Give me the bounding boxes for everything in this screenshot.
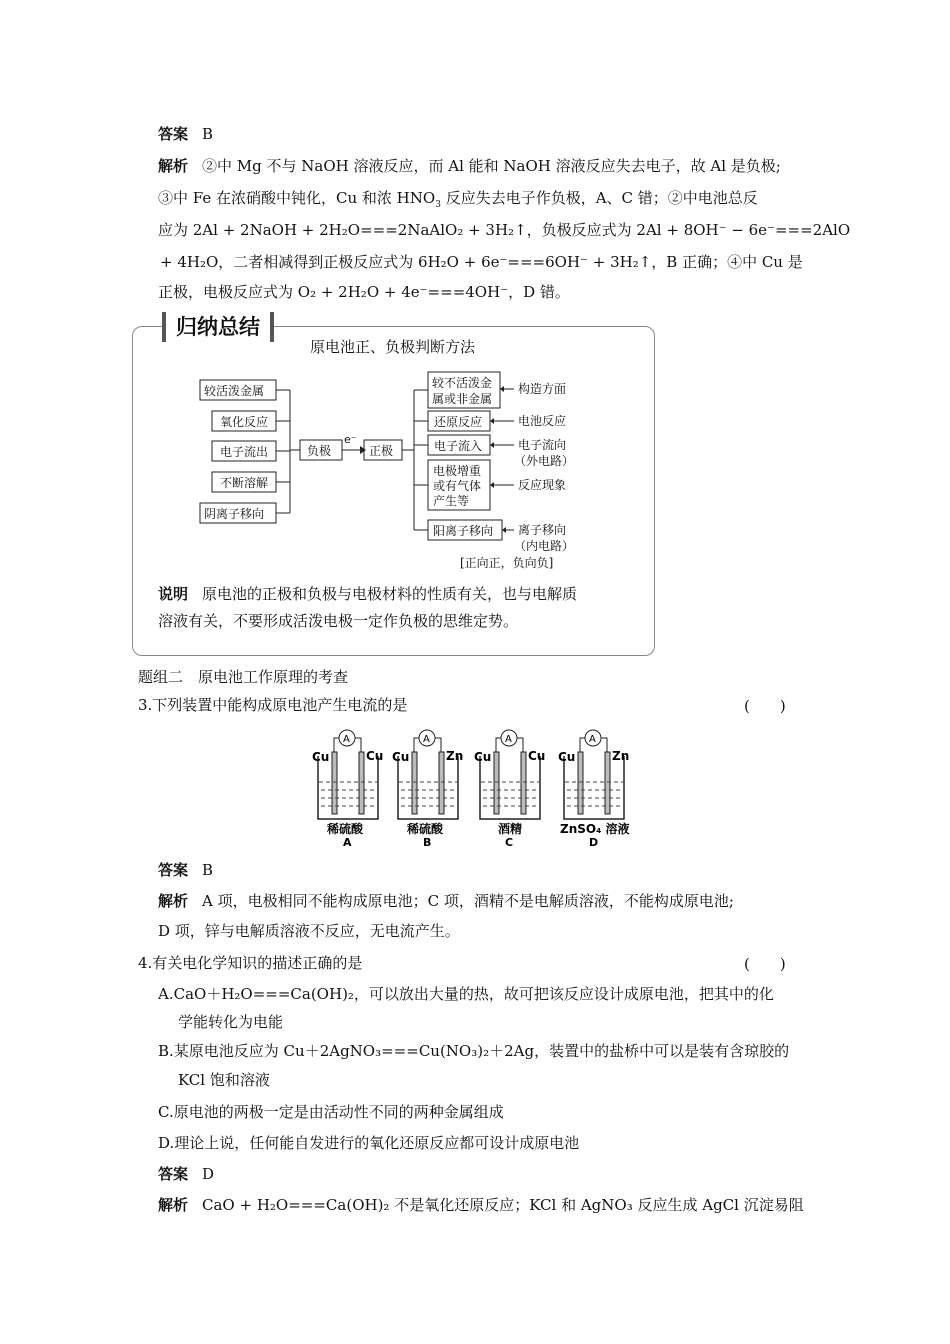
analysis-text: CaO + H₂O===Ca(OH)₂ 不是氧化还原反应；KCl 和 AgNO₃ 反应生成 AgCl 沉淀易阻: [202, 1196, 804, 1214]
electrode-label: Zn: [612, 749, 630, 763]
electrode-label: Cu: [312, 750, 330, 764]
answer-line: [158, 1164, 214, 1184]
note-text: 原电池的正极和负极与电极材料的性质有关，也与电解质: [202, 585, 578, 603]
analysis-label: 解析: [158, 1196, 189, 1214]
left-label: 不断溶解: [220, 476, 269, 490]
right-label: 产生等: [433, 494, 470, 508]
analysis-line: D 项，锌与电解质溶液不反应，无电流产生。: [158, 922, 460, 940]
solution-label: 稀硫酸: [327, 822, 364, 836]
left-label: 阴离子移向: [204, 507, 265, 521]
aspect-label: （内电路）: [514, 539, 575, 553]
answer-label: 答案: [158, 1165, 189, 1183]
option-letter: B: [423, 836, 432, 849]
electrode-label: Cu: [392, 750, 410, 764]
answer-label: 答案: [158, 125, 189, 143]
analysis-label: 解析: [158, 157, 189, 175]
answer-value: B: [202, 861, 214, 879]
apparatus-figure: [300, 722, 660, 852]
analysis-label: 解析: [158, 892, 189, 910]
neg-label: 负极: [307, 444, 332, 458]
ammeter-icon: A: [505, 734, 512, 745]
answer-parens: ( ): [744, 697, 786, 715]
option-c: C.原电池的两极一定是由活动性不同的两种金属组成: [158, 1103, 504, 1121]
summary-tag: 归纳总结: [162, 312, 274, 342]
analysis-text: 反应失去电子作负极，A、C 错；②中电池总反: [440, 189, 758, 207]
analysis-line: 正极，电极反应式为 O₂ + 2H₂O + 4e⁻===4OH⁻，D 错。: [158, 283, 570, 301]
apparatus-C: [474, 730, 545, 849]
left-label: 较活泼金属: [204, 384, 265, 398]
left-label: 电子流出: [220, 445, 269, 459]
aspect-label: 电池反应: [518, 414, 567, 428]
aspect-label: 电子流向: [518, 438, 567, 452]
aspect-label: 反应现象: [518, 478, 567, 492]
analysis-line: 应为 2Al + 2NaOH + 2H₂O===2NaAlO₂ + 3H₂↑，负极反应式为 2Al + 8OH⁻ − 6e⁻===2AlO: [158, 221, 851, 239]
answer-parens: ( ): [744, 955, 786, 973]
ammeter-icon: A: [423, 734, 430, 745]
apparatus-D: [558, 730, 630, 849]
ammeter-icon: A: [589, 734, 596, 745]
answer-line: [158, 860, 213, 880]
option-b-cont: KCl 饱和溶液: [178, 1071, 270, 1089]
option-a-cont: 学能转化为电能: [178, 1013, 284, 1031]
aspect-label: 构造方面: [518, 382, 567, 396]
right-label: 或有气体: [433, 479, 482, 493]
left-label: 氧化反应: [220, 415, 269, 429]
right-label: 还原反应: [434, 415, 483, 429]
electrode-label: Cu: [474, 750, 492, 764]
aspect-label: 离子移向: [518, 523, 567, 537]
option-letter: D: [589, 836, 599, 849]
analysis-text: ③中 Fe 在浓硝酸中钝化，Cu 和浓 HNO: [158, 189, 436, 207]
option-letter: A: [343, 836, 352, 849]
note-line: 溶液有关，不要形成活泼电极一定作负极的思维定势。: [158, 612, 519, 630]
option-d: D.理论上说，任何能自发进行的氧化还原反应都可设计成原电池: [158, 1134, 580, 1152]
solution-label: 稀硫酸: [407, 822, 444, 836]
solution-label: ZnSO₄ 溶液: [560, 822, 630, 836]
question-3-stem: 3.下列装置中能构成原电池产生电流的是: [138, 696, 408, 714]
analysis-line: [158, 1195, 804, 1215]
apparatus-B: [392, 730, 463, 849]
pos-label: 正极: [369, 444, 394, 458]
group-title: 题组二 原电池工作原理的考查: [138, 668, 349, 686]
aspect-label: （外电路）: [514, 454, 575, 468]
analysis-text: A 项，电极相同不能构成原电池；C 项，酒精不是电解质溶液，不能构成原电池;: [202, 892, 734, 910]
answer-value: D: [202, 1165, 215, 1183]
diagram-title: 原电池正、负极判断方法: [310, 338, 476, 356]
analysis-line: + 4H₂O，二者相减得到正极反应式为 6H₂O + 6e⁻===6OH⁻ + 3H₂↑，B 正确；④中 Cu 是: [160, 253, 803, 271]
ammeter-icon: A: [343, 734, 350, 745]
right-label: 属或非金属: [432, 392, 493, 406]
right-label: 电极增重: [433, 464, 482, 478]
analysis-text: ②中 Mg 不与 NaOH 溶液反应，而 Al 能和 NaOH 溶液反应失去电子，故 Al 是负极;: [202, 157, 781, 175]
analysis-line: [158, 891, 734, 911]
answer-label: 答案: [158, 861, 189, 879]
electrode-label: Cu: [366, 749, 384, 763]
subscript: 3: [435, 200, 441, 210]
note-line: [158, 584, 577, 604]
apparatus-A: [312, 730, 383, 849]
question-4-stem: 4.有关电化学知识的描述正确的是: [138, 954, 363, 972]
right-label: 较不活泼金: [432, 376, 493, 390]
option-a: A.CaO＋H₂O===Ca(OH)₂，可以放出大量的热，故可把该反应设计成原电池，把其中的化: [158, 985, 774, 1003]
electrode-diagram: [0, 0, 950, 600]
solution-label: 酒精: [498, 822, 523, 836]
answer-value: B: [202, 125, 214, 143]
electrode-label: Cu: [528, 749, 546, 763]
note-label: 说明: [158, 585, 189, 603]
electrode-label: Zn: [446, 749, 464, 763]
right-label: 阳离子移向: [433, 524, 494, 538]
bracket-note: [正向正，负向负]: [460, 556, 554, 570]
option-b: B.某原电池反应为 Cu＋2AgNO₃===Cu(NO₃)₂＋2Ag，装置中的盐桥中可以是装有含琼胶的: [158, 1042, 790, 1060]
right-label: 电子流入: [434, 439, 483, 453]
electrode-label: Cu: [558, 750, 576, 764]
option-letter: C: [505, 836, 514, 849]
electron-label: e⁻: [344, 433, 357, 446]
